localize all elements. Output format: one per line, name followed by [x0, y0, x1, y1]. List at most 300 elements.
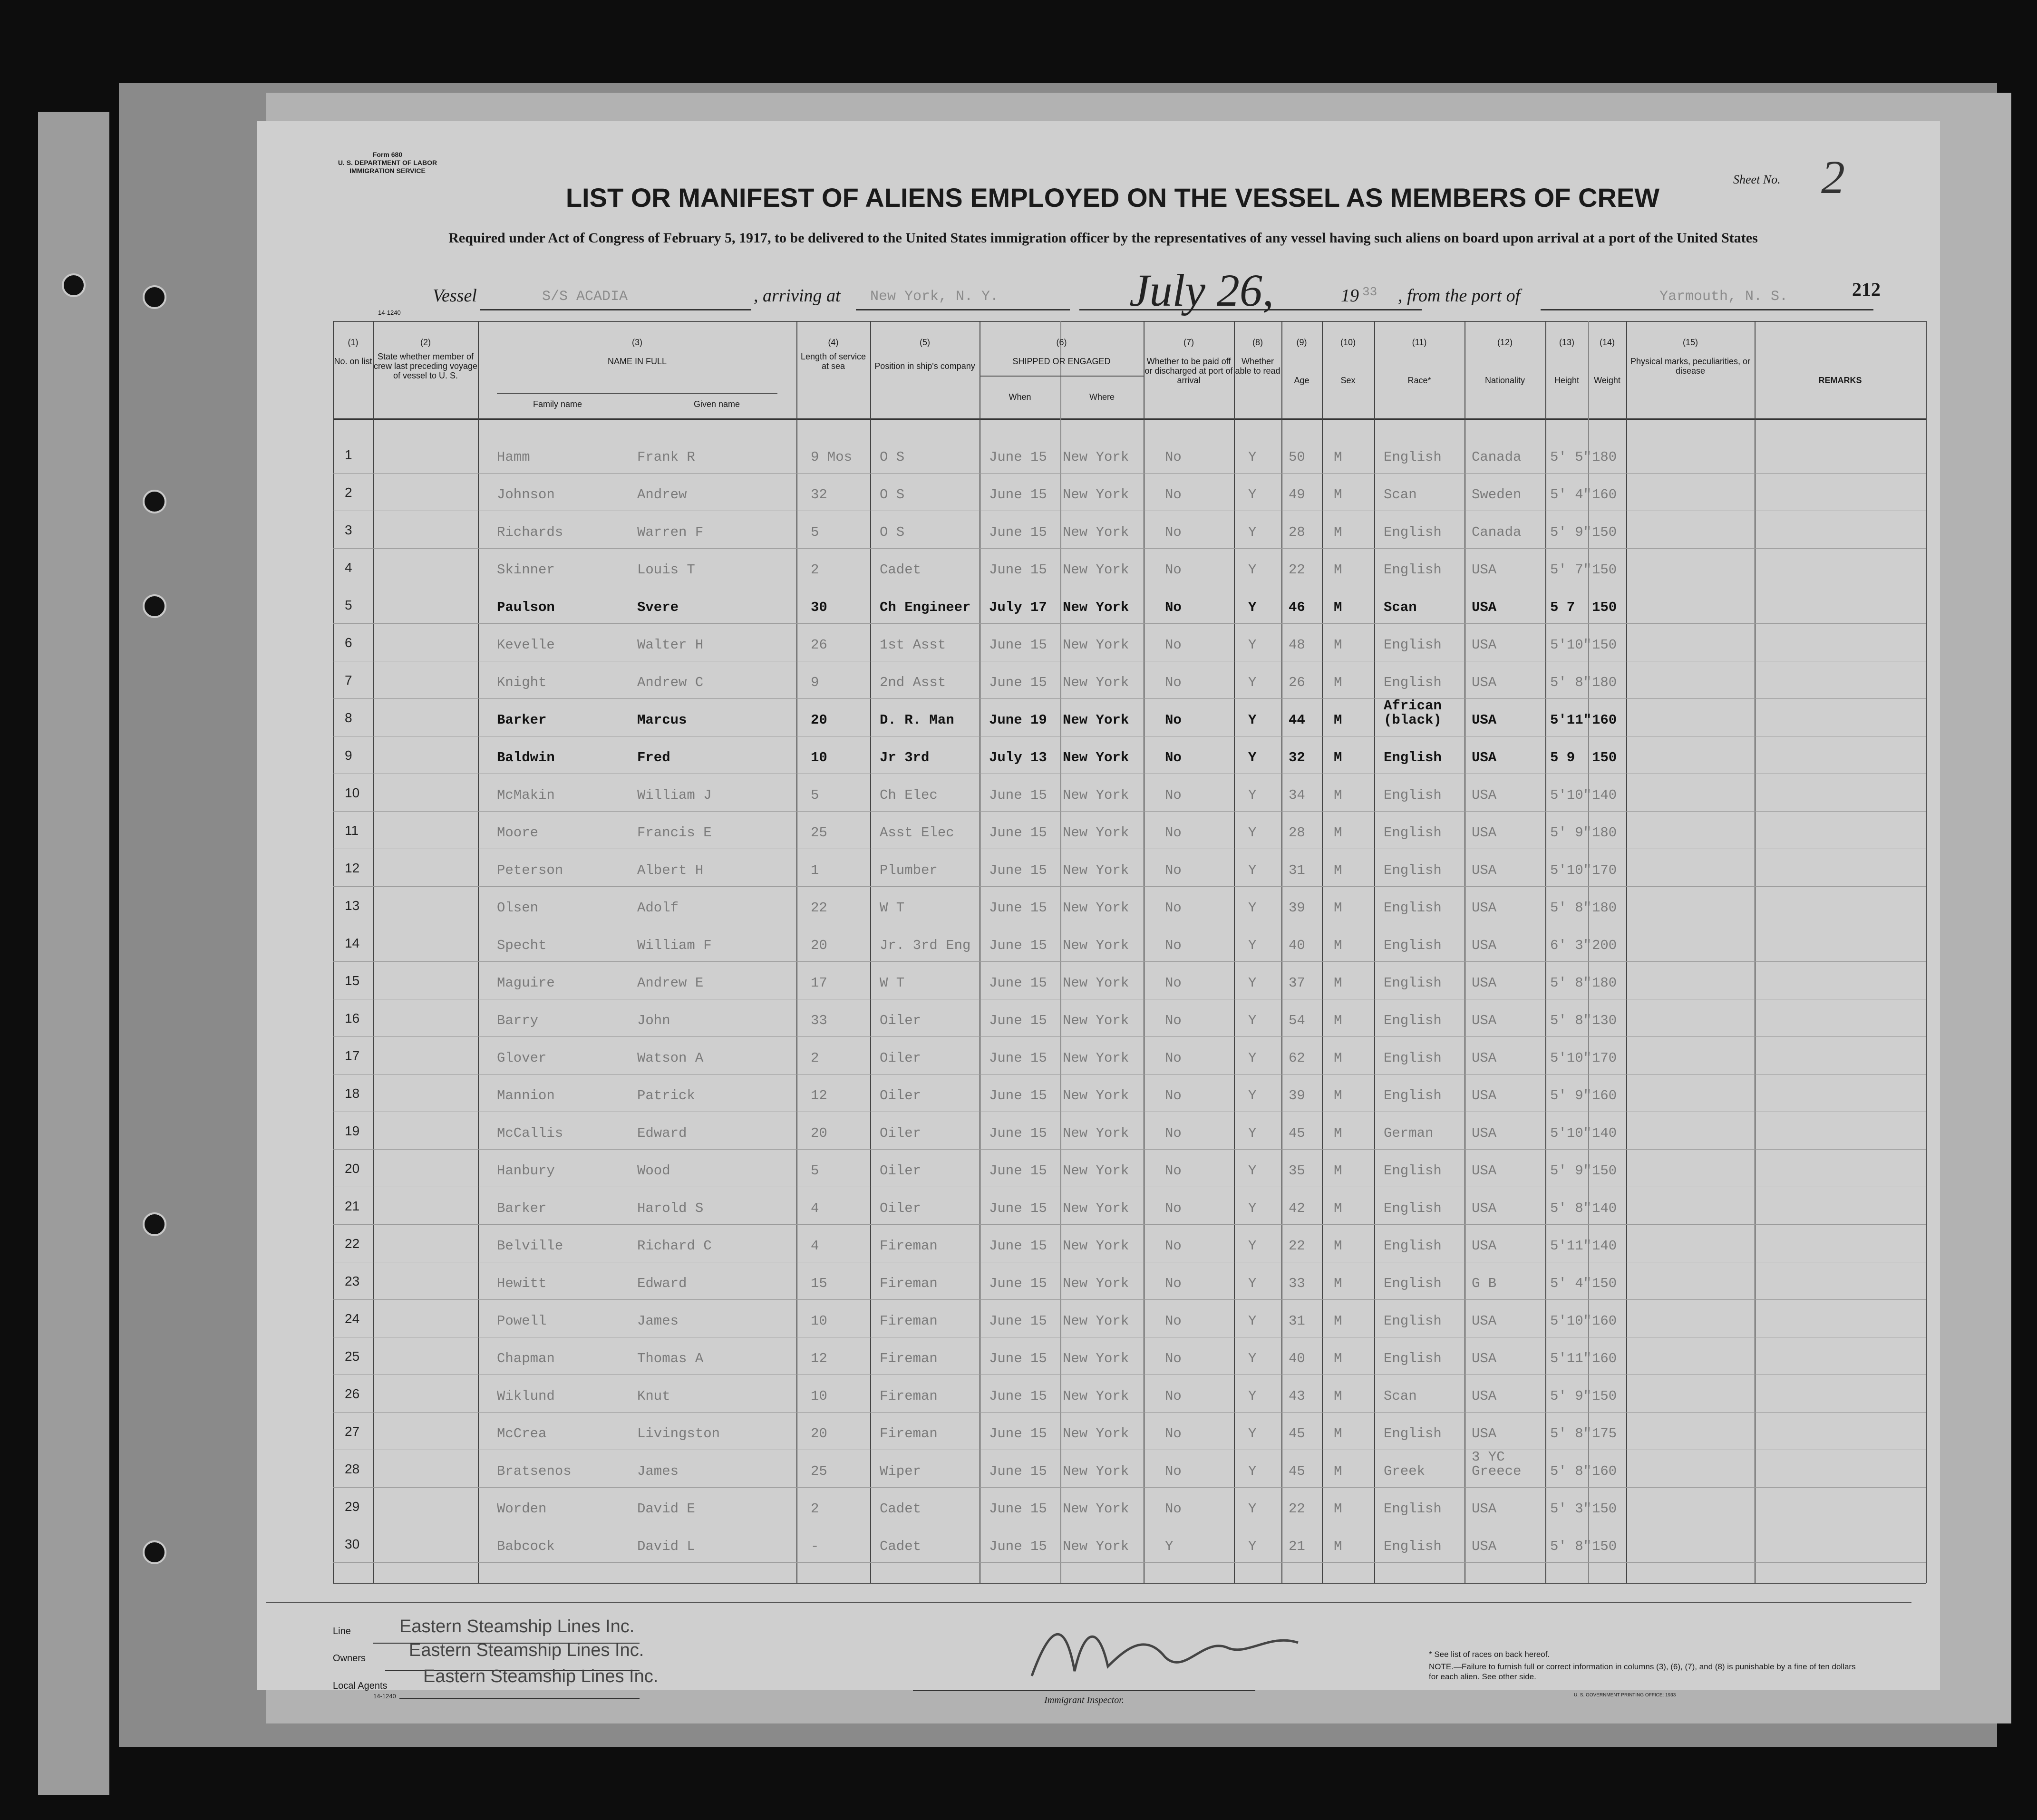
cell-service: 20: [811, 1125, 827, 1141]
cell-service: 32: [811, 487, 827, 503]
cell-age: 62: [1289, 1050, 1305, 1066]
cell-race: English: [1384, 750, 1442, 765]
cell-where: New York: [1063, 1351, 1129, 1366]
cell-family: Moore: [497, 825, 539, 841]
cell-paid: No: [1165, 1125, 1182, 1141]
row-number: 30: [345, 1537, 360, 1551]
cell-paid: Y: [1165, 1539, 1174, 1554]
year-prefix: 19: [1341, 286, 1359, 306]
cell-position: Cadet: [880, 1539, 922, 1554]
cell-height: 5 9: [1550, 750, 1575, 765]
cell-paid: No: [1165, 675, 1182, 690]
cell-race: English: [1384, 524, 1442, 540]
cell-sex: M: [1334, 1426, 1342, 1442]
cell-read: Y: [1248, 637, 1257, 653]
cell-age: 39: [1289, 900, 1305, 916]
cell-sex: M: [1334, 600, 1342, 615]
cell-position: Ch Engineer: [880, 600, 971, 615]
cell-given: Francis E: [637, 825, 712, 841]
cell-given: Andrew C: [637, 675, 704, 690]
cell-where: New York: [1063, 1200, 1129, 1216]
cell-where: New York: [1063, 1426, 1129, 1442]
cell-weight: 200: [1592, 938, 1617, 953]
cell-sex: M: [1334, 562, 1342, 578]
cell-height: 5'10": [1550, 1050, 1592, 1066]
cell-race: English: [1384, 449, 1442, 465]
cell-sex: M: [1334, 1463, 1342, 1479]
cell-family: McCrea: [497, 1426, 547, 1442]
cell-where: New York: [1063, 675, 1129, 690]
binder-hole: [62, 273, 86, 297]
row-number: 22: [345, 1236, 360, 1251]
cell-nationality: Canada: [1472, 524, 1522, 540]
cell-height: 5' 9": [1550, 825, 1592, 841]
cell-sex: M: [1334, 675, 1342, 690]
row-number: 26: [345, 1386, 360, 1401]
cell-height: 5' 8": [1550, 900, 1592, 916]
cell-position: Oiler: [880, 1200, 922, 1216]
cell-race: Scan: [1384, 1388, 1417, 1404]
cell-when: June 15: [989, 787, 1047, 803]
cell-sex: M: [1334, 524, 1342, 540]
cell-where: New York: [1063, 1313, 1129, 1329]
cell-given: Louis T: [637, 562, 695, 578]
cell-given: Walter H: [637, 637, 704, 653]
footer-divider: [266, 1602, 1911, 1603]
cell-weight: 180: [1592, 675, 1617, 690]
cell-position: W T: [880, 975, 905, 991]
col-15-header: (15) Physical marks, peculiarities, or disease: [1630, 338, 1751, 376]
col-11-header: (11) Race*: [1407, 338, 1431, 385]
cell-nationality: USA: [1472, 1426, 1497, 1442]
line-stamp: Eastern Steamship Lines Inc.: [399, 1617, 635, 1636]
cell-weight: 160: [1592, 1313, 1617, 1329]
row-number: 14: [345, 936, 360, 950]
cell-read: Y: [1248, 1125, 1257, 1141]
cell-read: Y: [1248, 825, 1257, 841]
cell-nationality: USA: [1472, 900, 1497, 916]
cell-nationality: USA: [1472, 1088, 1497, 1104]
cell-where: New York: [1063, 862, 1129, 878]
cell-weight: 140: [1592, 1200, 1617, 1216]
cell-height: 5'11": [1550, 712, 1592, 728]
cell-height: 5' 9": [1550, 1163, 1592, 1179]
cell-family: Hewitt: [497, 1276, 547, 1291]
row-number: 24: [345, 1311, 360, 1326]
row-divider: [333, 473, 1926, 474]
cell-paid: No: [1165, 449, 1182, 465]
cell-position: Oiler: [880, 1088, 922, 1104]
cell-where: New York: [1063, 1463, 1129, 1479]
cell-family: Skinner: [497, 562, 555, 578]
cell-when: June 15: [989, 487, 1047, 503]
cell-height: 5'10": [1550, 787, 1592, 803]
cell-sex: M: [1334, 938, 1342, 953]
service-name: IMMIGRATION SERVICE: [349, 167, 426, 174]
form-code: 14-1240: [378, 309, 401, 316]
cell-family: Powell: [497, 1313, 547, 1329]
cell-sex: M: [1334, 862, 1342, 878]
row-number: 16: [345, 1011, 360, 1026]
cell-when: June 15: [989, 1276, 1047, 1291]
cell-sex: M: [1334, 787, 1342, 803]
cell-service: 25: [811, 825, 827, 841]
cell-family: Hamm: [497, 449, 530, 465]
cell-nationality: USA: [1472, 825, 1497, 841]
cell-age: 49: [1289, 487, 1305, 503]
cell-paid: No: [1165, 562, 1182, 578]
cell-age: 28: [1289, 825, 1305, 841]
cell-read: Y: [1248, 1388, 1257, 1404]
cell-read: Y: [1248, 1351, 1257, 1366]
cell-race: English: [1384, 1276, 1442, 1291]
cell-position: Oiler: [880, 1125, 922, 1141]
cell-where: New York: [1063, 825, 1129, 841]
cell-where: New York: [1063, 787, 1129, 803]
cell-sex: M: [1334, 975, 1342, 991]
arriving-port: New York, N. Y.: [870, 289, 999, 305]
cell-given: Warren F: [637, 524, 704, 540]
cell-when: June 15: [989, 975, 1047, 991]
cell-service: 30: [811, 600, 827, 615]
cell-read: Y: [1248, 1539, 1257, 1554]
inspector-label: Immigrant Inspector.: [1044, 1695, 1124, 1705]
row-divider: [333, 1487, 1926, 1488]
cell-race: English: [1384, 975, 1442, 991]
row-number: 18: [345, 1086, 360, 1101]
where-header: Where: [1089, 392, 1115, 402]
cell-when: June 15: [989, 862, 1047, 878]
cell-weight: 180: [1592, 975, 1617, 991]
cell-paid: No: [1165, 1200, 1182, 1216]
cell-where: New York: [1063, 1501, 1129, 1517]
cell-nationality: USA: [1472, 1125, 1497, 1141]
cell-weight: 150: [1592, 1539, 1617, 1554]
cell-race: English: [1384, 1313, 1442, 1329]
cell-service: 2: [811, 1050, 819, 1066]
page-title: LIST OR MANIFEST OF ALIENS EMPLOYED ON THE VESSEL AS MEMBERS OF CREW: [565, 183, 1660, 213]
cell-when: June 15: [989, 1313, 1047, 1329]
cell-nationality: USA: [1472, 637, 1497, 653]
cell-read: Y: [1248, 600, 1257, 615]
agents-underline: [399, 1698, 640, 1699]
cell-given: Albert H: [637, 862, 704, 878]
cell-nationality: USA: [1472, 675, 1497, 690]
binder-hole: [143, 490, 166, 513]
cell-nationality: USA: [1472, 1013, 1497, 1028]
row-number: 23: [345, 1274, 360, 1288]
cell-paid: No: [1165, 1351, 1182, 1366]
cell-read: Y: [1248, 787, 1257, 803]
cell-age: 54: [1289, 1013, 1305, 1028]
cell-height: 5' 9": [1550, 524, 1592, 540]
cell-weight: 160: [1592, 1088, 1617, 1104]
cell-service: 25: [811, 1463, 827, 1479]
cell-paid: No: [1165, 862, 1182, 878]
cell-service: 33: [811, 1013, 827, 1028]
cell-where: New York: [1063, 1388, 1129, 1404]
owners-stamp: Eastern Steamship Lines Inc.: [409, 1640, 644, 1660]
row-number: 29: [345, 1499, 360, 1514]
row-divider: [333, 548, 1926, 549]
cell-sex: M: [1334, 1388, 1342, 1404]
cell-family: Johnson: [497, 487, 555, 503]
row-number: 1: [345, 447, 352, 462]
cell-family: Barry: [497, 1013, 539, 1028]
year-suffix: 33: [1362, 285, 1377, 299]
cell-race: English: [1384, 675, 1442, 690]
col-3-header: (3) NAME IN FULL: [607, 338, 667, 366]
row-divider: [333, 1412, 1926, 1413]
cell-service: 10: [811, 1388, 827, 1404]
inspector-signature: [1022, 1605, 1317, 1700]
cell-paid: No: [1165, 1013, 1182, 1028]
cell-where: New York: [1063, 1088, 1129, 1104]
binder-hole: [143, 285, 166, 309]
cell-family: Kevelle: [497, 637, 555, 653]
row-divider: [333, 698, 1926, 699]
cell-weight: 150: [1592, 637, 1617, 653]
cell-age: 21: [1289, 1539, 1305, 1554]
cell-height: 5' 8": [1550, 1426, 1592, 1442]
cell-where: New York: [1063, 487, 1129, 503]
cell-service: 5: [811, 1163, 819, 1179]
cell-age: 35: [1289, 1163, 1305, 1179]
cell-race: English: [1384, 1501, 1442, 1517]
cell-paid: No: [1165, 1163, 1182, 1179]
cell-sex: M: [1334, 637, 1342, 653]
cell-when: June 15: [989, 1388, 1047, 1404]
col-7-header: (7) Whether to be paid off or discharged at port of arrival: [1145, 338, 1233, 385]
agents-stamp: Eastern Steamship Lines Inc.: [423, 1666, 659, 1686]
cell-given: William J: [637, 787, 712, 803]
cell-sex: M: [1334, 1163, 1342, 1179]
cell-service: 5: [811, 524, 819, 540]
cell-read: Y: [1248, 1463, 1257, 1479]
row-number: 7: [345, 673, 352, 687]
cell-race: English: [1384, 900, 1442, 916]
row-number: 21: [345, 1199, 360, 1213]
cell-read: Y: [1248, 1313, 1257, 1329]
cell-where: New York: [1063, 1013, 1129, 1028]
cell-race: English: [1384, 1426, 1442, 1442]
name-divider: [497, 393, 777, 394]
cell-position: Plumber: [880, 862, 938, 878]
cell-weight: 150: [1592, 1388, 1617, 1404]
cell-when: June 15: [989, 1050, 1047, 1066]
cell-weight: 160: [1592, 487, 1617, 503]
binder-hole: [143, 1212, 166, 1236]
vessel-underline: [480, 309, 751, 310]
cell-age: 33: [1289, 1276, 1305, 1291]
from-port: Yarmouth, N. S.: [1659, 289, 1788, 305]
vessel-label: Vessel: [433, 286, 477, 306]
cell-sex: M: [1334, 1276, 1342, 1291]
header-bottom-border: [333, 418, 1926, 420]
cell-position: Jr. 3rd Eng: [880, 938, 971, 953]
cell-height: 5'10": [1550, 1125, 1592, 1141]
department-name: U. S. DEPARTMENT OF LABOR: [338, 159, 437, 166]
cell-race: English: [1384, 938, 1442, 953]
cell-weight: 150: [1592, 1276, 1617, 1291]
row-number: 5: [345, 598, 352, 612]
cell-race: English: [1384, 1539, 1442, 1554]
cell-family: Olsen: [497, 900, 539, 916]
cell-height: 5' 8": [1550, 1463, 1592, 1479]
cell-read: Y: [1248, 1276, 1257, 1291]
cell-age: 39: [1289, 1088, 1305, 1104]
row-number: 28: [345, 1462, 360, 1476]
arrival-date-handwritten: July 26,: [1129, 265, 1274, 316]
cell-position: Fireman: [880, 1238, 938, 1254]
sheet-number-value: 2: [1821, 151, 1845, 203]
cell-given: James: [637, 1313, 679, 1329]
cell-nationality: USA: [1472, 1388, 1497, 1404]
cell-weight: 175: [1592, 1426, 1617, 1442]
cell-paid: No: [1165, 1276, 1182, 1291]
cell-weight: 180: [1592, 825, 1617, 841]
col-12-header: (12) Nationality: [1484, 338, 1525, 385]
row-number: 6: [345, 635, 352, 650]
cell-height: 5'11": [1550, 1351, 1592, 1366]
cell-position: W T: [880, 900, 905, 916]
cell-paid: No: [1165, 1088, 1182, 1104]
cell-nationality: USA: [1472, 1501, 1497, 1517]
cell-where: New York: [1063, 600, 1129, 615]
cell-service: 9: [811, 675, 819, 690]
row-number: 17: [345, 1048, 360, 1063]
row-divider: [333, 1074, 1926, 1075]
cell-when: June 15: [989, 1501, 1047, 1517]
cell-nationality: Sweden: [1472, 487, 1522, 503]
cell-race: English: [1384, 787, 1442, 803]
cell-position: Cadet: [880, 562, 922, 578]
cell-when: July 17: [989, 600, 1047, 615]
cell-position: Oiler: [880, 1163, 922, 1179]
cell-service: 4: [811, 1200, 819, 1216]
cell-service: 20: [811, 938, 827, 953]
cell-given: Livingston: [637, 1426, 720, 1442]
table-top-border: [333, 321, 1926, 322]
cell-read: Y: [1248, 449, 1257, 465]
cell-nationality: USA: [1472, 787, 1497, 803]
cell-read: Y: [1248, 938, 1257, 953]
cell-nationality: USA: [1472, 750, 1497, 765]
cell-family: McMakin: [497, 787, 555, 803]
local-agents-label: Local Agents: [333, 1681, 388, 1691]
cell-paid: No: [1165, 938, 1182, 953]
row-number: 25: [345, 1349, 360, 1364]
given-name-header: Given name: [693, 399, 740, 409]
cell-race: English: [1384, 825, 1442, 841]
cell-read: Y: [1248, 1013, 1257, 1028]
cell-age: 42: [1289, 1200, 1305, 1216]
col-1-header: (1) No. on list: [334, 338, 372, 366]
page-number: 212: [1852, 279, 1881, 300]
cell-when: June 15: [989, 1463, 1047, 1479]
cell-where: New York: [1063, 449, 1129, 465]
vessel-name: S/S ACADIA: [542, 289, 628, 305]
cell-weight: 140: [1592, 1125, 1617, 1141]
cell-family: Wiklund: [497, 1388, 555, 1404]
cell-paid: No: [1165, 487, 1182, 503]
cell-race: English: [1384, 1200, 1442, 1216]
cell-nationality: USA: [1472, 1238, 1497, 1254]
cell-paid: No: [1165, 637, 1182, 653]
cell-service: 5: [811, 787, 819, 803]
cell-family: Richards: [497, 524, 563, 540]
cell-age: 32: [1289, 750, 1305, 765]
col-4-header: (4) Length of service at sea: [800, 338, 866, 371]
cell-where: New York: [1063, 1539, 1129, 1554]
page-subtitle: Required under Act of Congress of February 5, 1917, to be delivered to the United States immigration officer by the representatives of any vessel having such aliens on board upon arrival at a port of the United States: [448, 230, 1758, 246]
cell-race: Scan: [1384, 600, 1417, 615]
cell-when: June 15: [989, 900, 1047, 916]
cell-given: David E: [637, 1501, 695, 1517]
row-number: 3: [345, 523, 352, 537]
row-divider: [333, 1149, 1926, 1150]
cell-given: Harold S: [637, 1200, 704, 1216]
cell-where: New York: [1063, 1125, 1129, 1141]
cell-when: June 15: [989, 1200, 1047, 1216]
cell-position: Fireman: [880, 1313, 938, 1329]
cell-when: June 15: [989, 825, 1047, 841]
cell-weight: 150: [1592, 750, 1617, 765]
cell-where: New York: [1063, 750, 1129, 765]
cell-given: Knut: [637, 1388, 670, 1404]
cell-where: New York: [1063, 637, 1129, 653]
cell-age: 45: [1289, 1426, 1305, 1442]
shipped-divider: [980, 376, 1144, 377]
cell-where: New York: [1063, 524, 1129, 540]
cell-given: James: [637, 1463, 679, 1479]
cell-height: 5' 8": [1550, 1200, 1592, 1216]
cell-given: Adolf: [637, 900, 679, 916]
cell-paid: No: [1165, 975, 1182, 991]
cell-given: Wood: [637, 1163, 670, 1179]
cell-age: 37: [1289, 975, 1305, 991]
agents-form-code: 14-1240: [373, 1693, 396, 1700]
cell-height: 5' 4": [1550, 1276, 1592, 1291]
cell-height: 5' 9": [1550, 1088, 1592, 1104]
cell-nationality: USA: [1472, 862, 1497, 878]
cell-height: 5'10": [1550, 862, 1592, 878]
cell-when: June 15: [989, 1013, 1047, 1028]
cell-family: Baldwin: [497, 750, 555, 765]
cell-when: June 15: [989, 1163, 1047, 1179]
row-number: 11: [345, 823, 359, 838]
cell-service: 17: [811, 975, 827, 991]
cell-sex: M: [1334, 1125, 1342, 1141]
cell-family: Paulson: [497, 600, 555, 615]
cell-given: Marcus: [637, 712, 687, 728]
cell-when: June 15: [989, 524, 1047, 540]
cell-age: 40: [1289, 938, 1305, 953]
cell-where: New York: [1063, 712, 1129, 728]
races-note: * See list of races on back hereof.: [1429, 1650, 1550, 1659]
cell-when: June 15: [989, 675, 1047, 690]
cell-position: Oiler: [880, 1050, 922, 1066]
cell-read: Y: [1248, 1200, 1257, 1216]
cell-position: Asst Elec: [880, 825, 954, 841]
from-port-underline: [1541, 309, 1873, 310]
cell-given: Frank R: [637, 449, 695, 465]
cell-paid: No: [1165, 1238, 1182, 1254]
left-binder-strip: [38, 112, 109, 1795]
cell-height: 5' 7": [1550, 562, 1592, 578]
cell-sex: M: [1334, 712, 1342, 728]
cell-height: 5' 4": [1550, 487, 1592, 503]
